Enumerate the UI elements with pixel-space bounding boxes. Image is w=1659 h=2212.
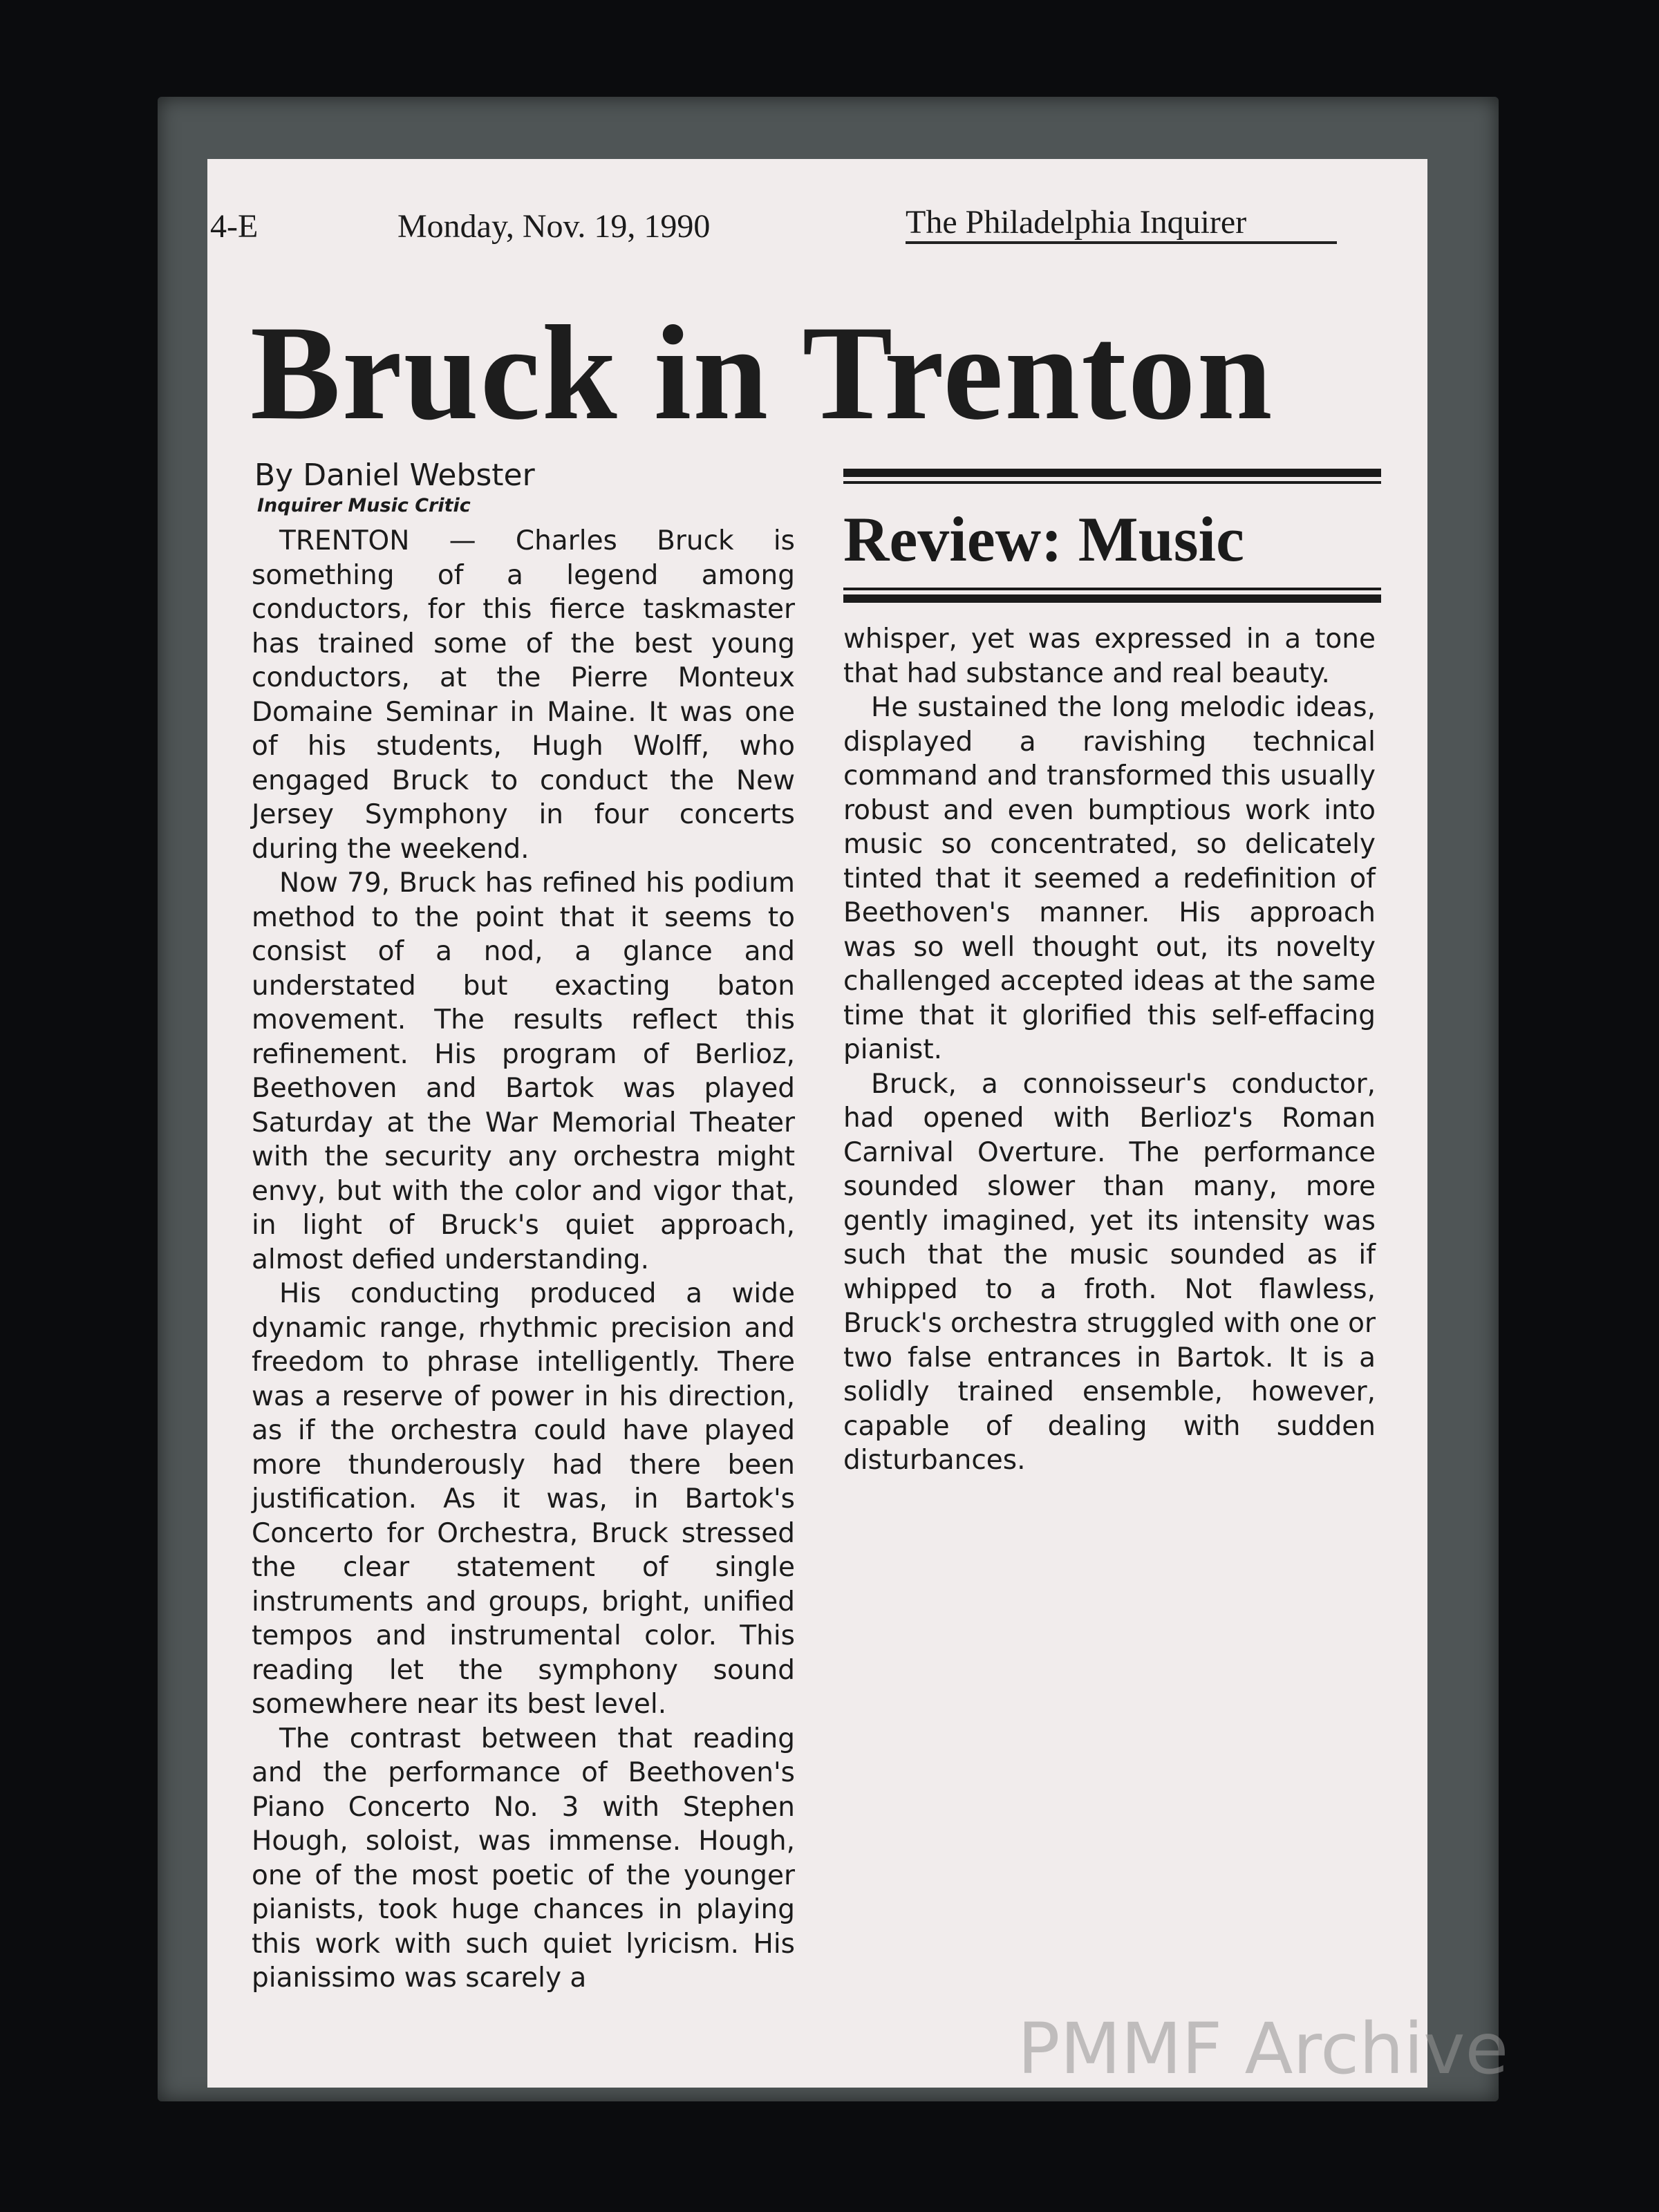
byline: By Daniel Webster — [254, 458, 535, 493]
article-column-right — [843, 622, 1376, 1478]
article-paragraph: Bruck, a connoisseur's conductor, had opened with Berlioz's Roman Carnival Overture. The performance sounded slower than many, more gently imagined, yet its intensity was such that the music sounded as if whipped to a froth. Not flawless, Bruck's orchestra struggled with one or two false entrances in Bartok. It is a solidly trained ensemble, however, capable of dealing with sudden disturbances. — [843, 1068, 1376, 1476]
archive-watermark: PMMF Archive — [1018, 2008, 1509, 2090]
article-paragraph: The contrast between that reading and the performance of Beethoven's Piano Concerto No. 3 with Stephen Hough, soloist, was immense. Hough, one of the most poetic of the younger pianists, took huge chances in playing this work with such quiet lyricism. His pianissimo was scarely a — [252, 1723, 795, 1994]
section-rule-bottom — [843, 588, 1381, 603]
article-column-left — [252, 524, 795, 1996]
section-rule-top — [843, 469, 1381, 484]
publication-date: Monday, Nov. 19, 1990 — [397, 208, 711, 245]
newspaper-name: The Philadelphia Inquirer — [906, 203, 1337, 244]
page-header — [207, 204, 1427, 256]
section-label: Review: Music — [843, 504, 1244, 574]
article-paragraph: His conducting produced a wide dynamic range, rhythmic precision and freedom to phrase intelligently. There was a reserve of power in his direction, as if the orchestra could have played more thunderously had there been justification. As it was, in Bartok's Concerto for Orchestra, Bruck stressed the clear statement of single instruments and groups, bright, unified tempos and instrumental color. This reading let the symphony sound somewhere near its best level. — [252, 1278, 795, 1720]
article-paragraph: He sustained the long melodic ideas, displayed a ravishing technical command and transformed this usually robust and even bumptious work into music so concentrated, so delicately tinted that it seemed a redefinition of Beethoven's manner. His approach was so well thought out, its novelty challenged accepted ideas at the same time that it glorified this self-effacing pianist. — [843, 692, 1376, 1065]
article-paragraph: TRENTON — Charles Bruck is something of a legend among conductors, for this fierce taskmaster has trained some of the best young conductors, at the Pierre Monteux Domaine Seminar in Maine. It was one of his students, Hugh Wolff, who engaged Bruck to conduct the New Jersey Symphony in four concerts during the weekend. — [252, 525, 795, 865]
page-number: 4-E — [210, 208, 259, 245]
headline: Bruck in Trenton — [250, 298, 1274, 448]
newspaper-clipping — [207, 159, 1427, 2088]
article-paragraph: whisper, yet was expressed in a tone that had substance and real beauty. — [843, 624, 1376, 689]
article-paragraph: Now 79, Bruck has refined his podium method to the point that it seems to consist of a nod, a glance and understated but exacting baton movement. The results reflect this refinement. His program of Berlioz, Beethoven and Bartok was played Saturday at the War Memorial Theater with the security any orchestra might envy, but with the color and vigor that, in light of Bruck's quiet approach, almost defied understanding. — [252, 868, 795, 1275]
byline-title: Inquirer Music Critic — [257, 495, 471, 516]
